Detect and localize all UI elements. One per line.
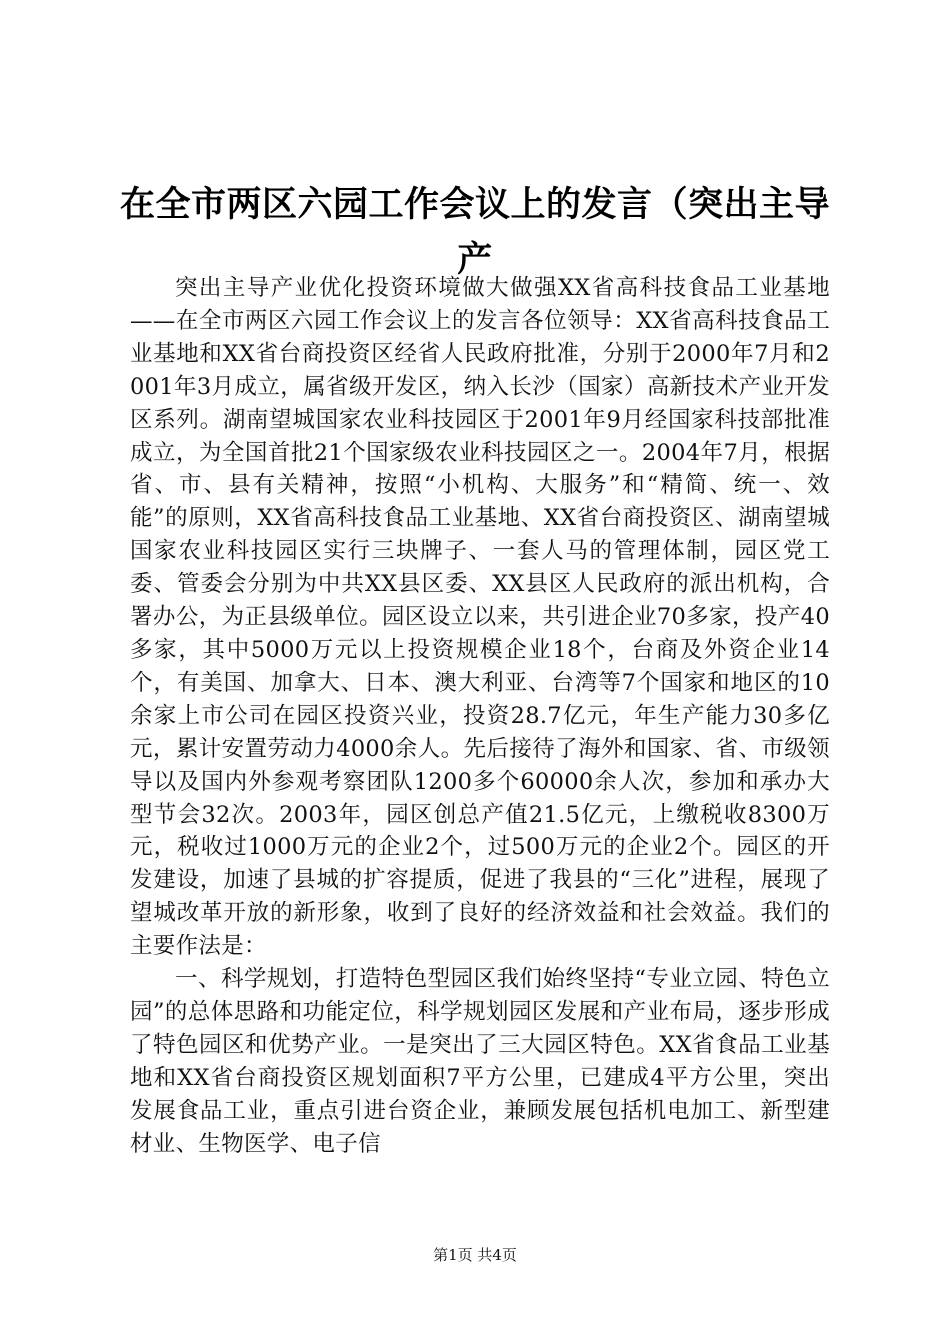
title-line-2: 产 — [457, 240, 493, 280]
title-line-1: 在全市两区六园工作会议上的发言（突出主导 — [119, 185, 830, 225]
document-body — [130, 272, 830, 1160]
paragraph-1: 突出主导产业优化投资环境做大做强XX省高科技食品工业基地——在全市两区六园工作会议上的发言各位领导：XX省高科技食品工业基地和XX省台商投资区经省人民政府批准，分别于2000年7月和2001年3月成立，属省级开发区，纳入长沙（国家）高新技术产业开发区系列。湖南望城国家农业科技园区于2001年9月经国家科技部批准成立，为全国首批21个国家级农业科技园区之一。2004年7月，根据省、市、县有关精神，按照“小机构、大服务”和“精简、统一、效能”的原则，XX省高科技食品工业基地、XX省台商投资区、湖南望城国家农业科技园区实行三块牌子、一套人马的管理体制，园区党工委、管委会分别为中共XX县区委、XX县区人民政府的派出机构，合署办公，为正县级单位。园区设立以来，共引进企业70多家，投产40多家，其中5000万元以上投资规模企业18个，台商及外资企业14个，有美国、加拿大、日本、澳大利亚、台湾等7个国家和地区的10余家上市公司在园区投资兴业，投资28.7亿元，年生产能力30多亿元，累计安置劳动力4000余人。先后接待了海外和国家、省、市级领导以及国内外参观考察团队1200多个60000余人次，参加和承办大型节会32次。2003年，园区创总产值21.5亿元，上缴税收8300万元，税收过1000万元的企业2个，过500万元的企业2个。园区的开发建设，加速了县城的扩容提质，促进了我县的“三化”进程，展现了望城改革开放的新形象，收到了良好的经济效益和社会效益。我们的主要作法是： — [130, 275, 830, 960]
page-footer: 第1页 共4页 — [433, 1246, 517, 1264]
paragraph-2: 一、科学规划，打造特色型园区我们始终坚持“专业立园、特色立园”的总体思路和功能定位，科学规划园区发展和产业布局，逐步形成了特色园区和优势产业。一是突出了三大园区特色。XX省食品工业基地和XX省台商投资区规划面积7平方公里，已建成4平方公里，突出发展食品工业，重点引进台资企业，兼顾发展包括机电加工、新型建材业、生物医学、电子信 — [130, 966, 830, 1157]
